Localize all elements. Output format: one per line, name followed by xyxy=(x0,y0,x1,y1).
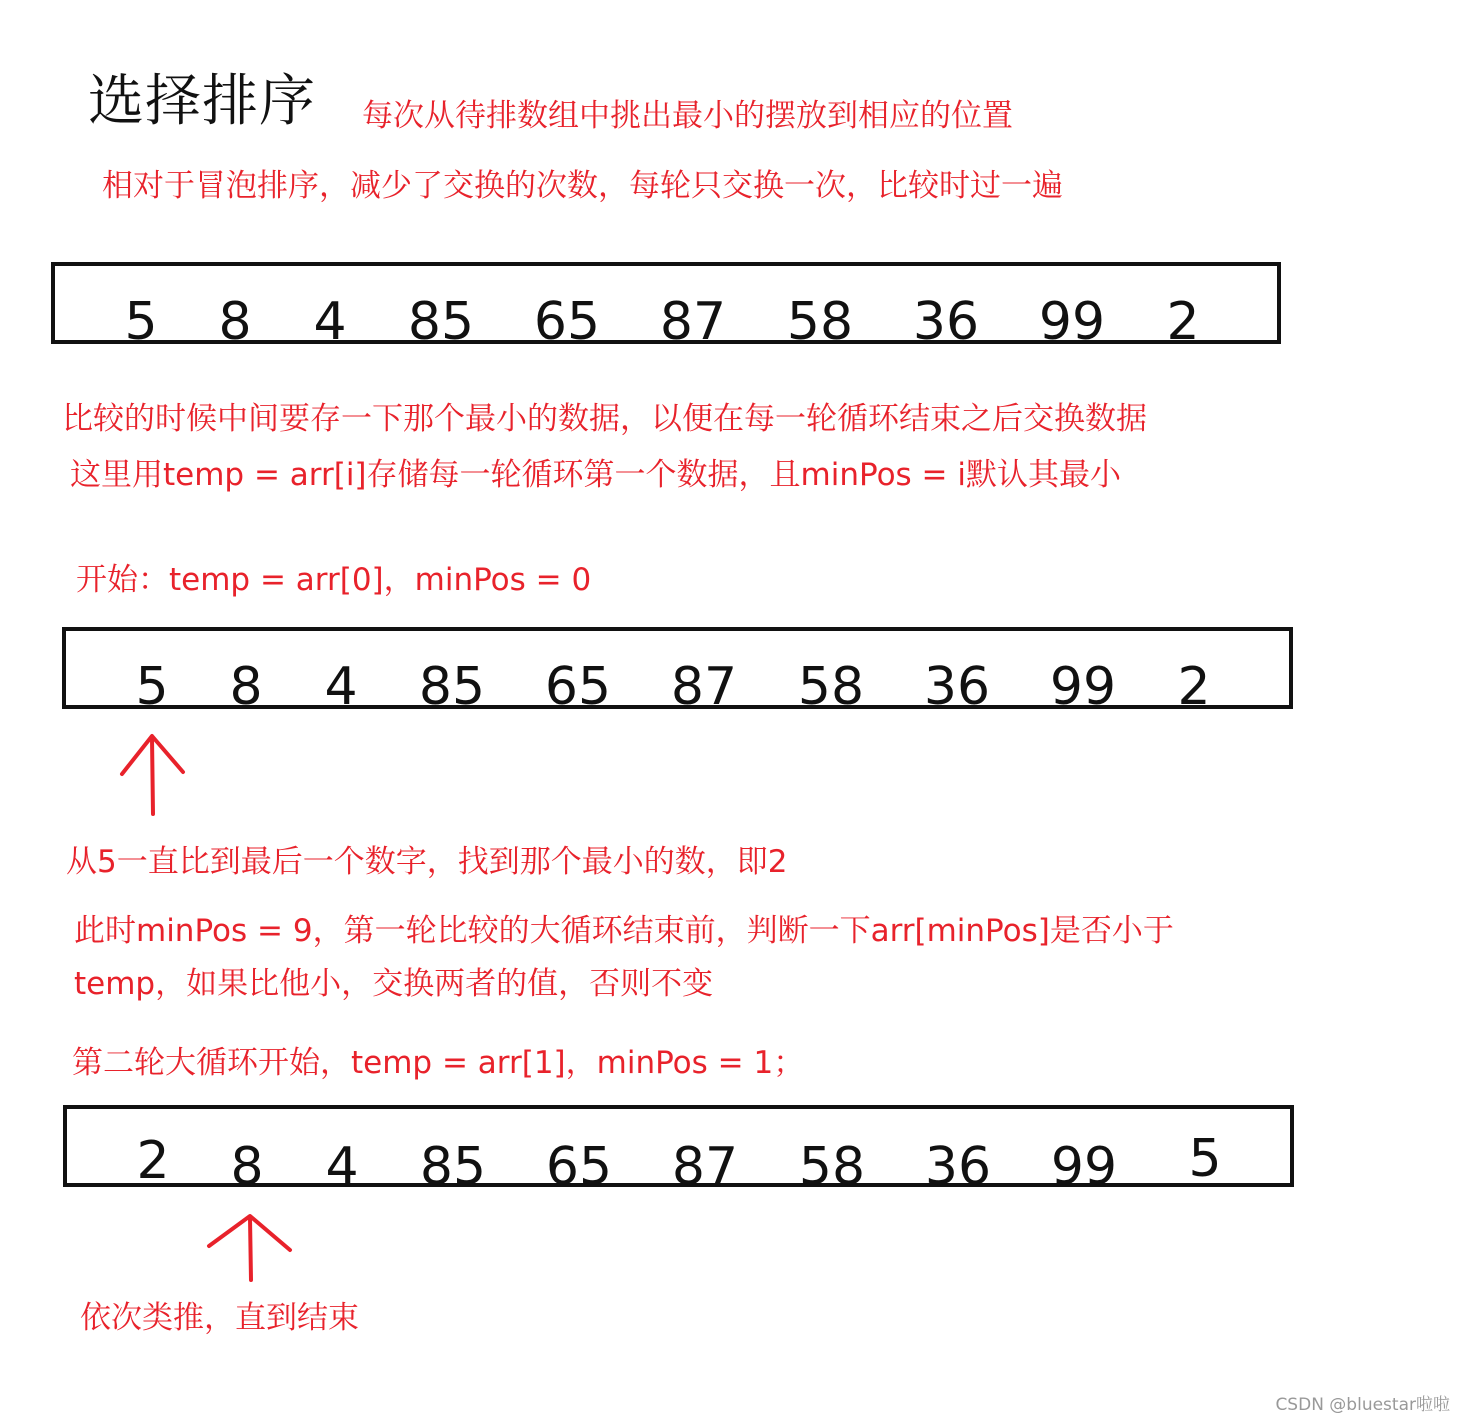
array-element: 87 xyxy=(671,1137,739,1197)
array-element: 36 xyxy=(912,292,980,352)
array-element: 65 xyxy=(545,1137,613,1197)
end-label: 依次类推，直到结束 xyxy=(80,1300,359,1336)
array-element: 58 xyxy=(786,292,854,352)
array-element: 36 xyxy=(923,657,991,717)
array-element: 2 xyxy=(136,1131,170,1191)
round2-label: 第二轮大循环开始，temp = arr[1]，minPos = 1； xyxy=(72,1045,805,1081)
array-element: 8 xyxy=(229,657,263,717)
array-element: 4 xyxy=(324,657,358,717)
array-element: 58 xyxy=(797,657,865,717)
array-element: 87 xyxy=(659,292,727,352)
array-element: 85 xyxy=(418,657,486,717)
watermark: CSDN @bluestar啦啦 xyxy=(1275,1395,1450,1415)
start-label: 开始：temp = arr[0]，minPos = 0 xyxy=(76,562,592,598)
array-element: 2 xyxy=(1177,657,1211,717)
array-element: 8 xyxy=(218,292,252,352)
intro-line-2: 相对于冒泡排序，减少了交换的次数，每轮只交换一次，比较时过一遍 xyxy=(102,168,1063,204)
array-box-round2 xyxy=(63,1105,1294,1197)
array-element: 5 xyxy=(135,657,169,717)
array-element: 58 xyxy=(798,1137,866,1197)
round1-note-2: 此时minPos = 9，第一轮比较的大循环结束前，判断一下arr[minPos]是否小于 xyxy=(74,913,1174,949)
explain-line-1: 比较的时候中间要存一下那个最小的数据，以便在每一轮循环结束之后交换数据 xyxy=(62,401,1147,437)
array-element: 8 xyxy=(230,1137,264,1197)
array-element: 87 xyxy=(670,657,738,717)
up-arrow-icon xyxy=(200,1210,300,1290)
array-element: 85 xyxy=(419,1137,487,1197)
array-box-initial xyxy=(51,262,1281,352)
explain-line-2: 这里用temp = arr[i]存储每一轮循环第一个数据，且minPos = i默认其最小 xyxy=(70,457,1121,493)
array-element: 4 xyxy=(325,1137,359,1197)
array-element: 99 xyxy=(1038,292,1106,352)
up-arrow-icon xyxy=(110,730,200,820)
array-element: 99 xyxy=(1050,1137,1118,1197)
intro-line-1: 每次从待排数组中挑出最小的摆放到相应的位置 xyxy=(362,98,1013,134)
round1-note-3: temp，如果比他小，交换两者的值，否则不变 xyxy=(74,966,714,1002)
array-element: 99 xyxy=(1049,657,1117,717)
array-element: 85 xyxy=(407,292,475,352)
array-element: 65 xyxy=(533,292,601,352)
round1-note-1: 从5一直比到最后一个数字，找到那个最小的数，即2 xyxy=(66,844,788,880)
array-element: 2 xyxy=(1166,292,1200,352)
array-element: 65 xyxy=(544,657,612,717)
array-box-round1 xyxy=(62,627,1293,717)
array-element: 36 xyxy=(924,1137,992,1197)
diagram-title: 选择排序 xyxy=(88,69,316,134)
array-element: 4 xyxy=(313,292,347,352)
array-element: 5 xyxy=(124,292,158,352)
array-element: 5 xyxy=(1188,1129,1222,1189)
